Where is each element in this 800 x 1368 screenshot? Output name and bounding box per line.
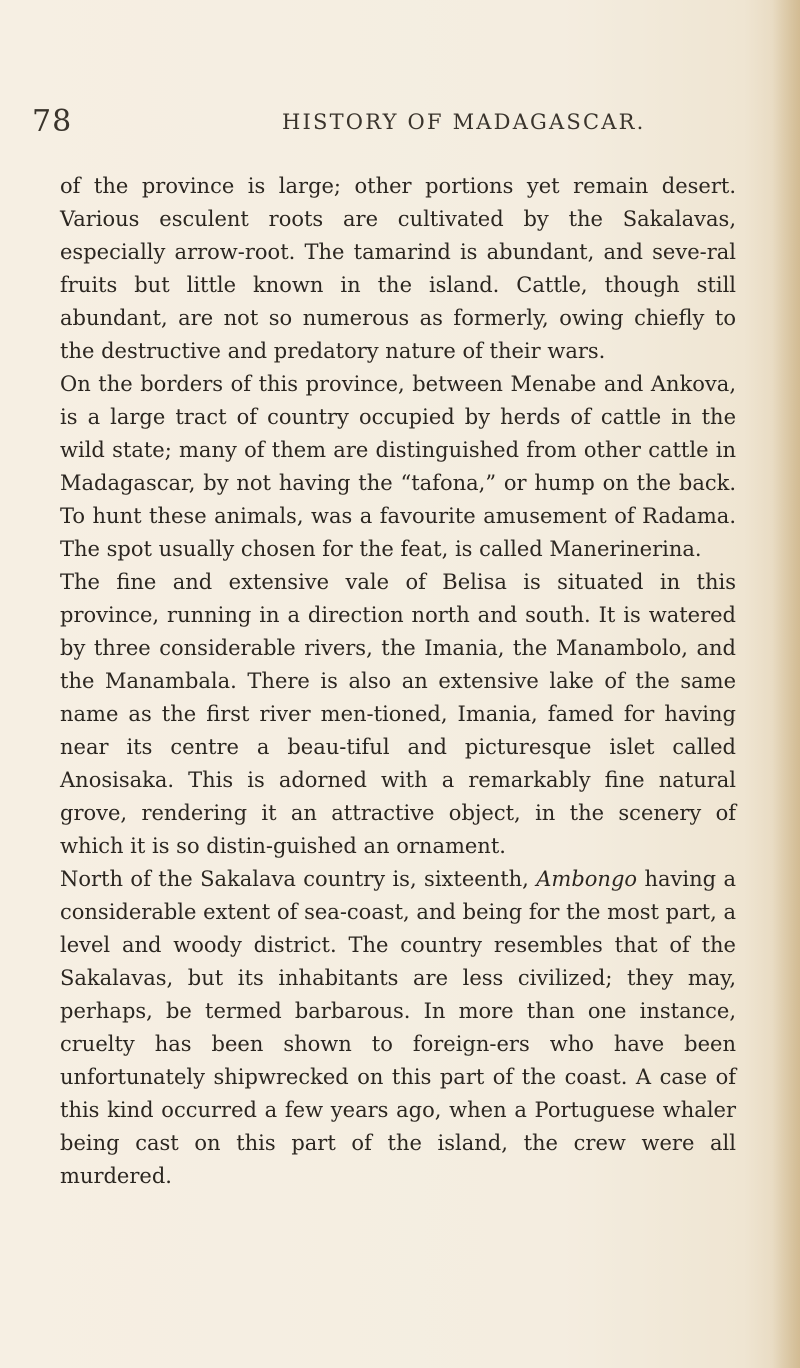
paragraph-4-before: North of the Sakalava country is, sixteenth, (60, 867, 537, 891)
place-name-ambongo: Ambongo (536, 867, 638, 891)
paragraph-4-after: having a considerable extent of sea-coast, and being for the most part, a level and woody district. The country resembles that of the Sakalavas, but its inhabitants are less civilized; they may, perhaps, be termed barbarous. In more than one instance, cruelty has been shown to foreign-ers who have been unfortunately shipwrecked on this part of the coast. A case of this kind occurred a few years ago, when a Portuguese whaler being cast on this part of the island, the crew were all murdered. (60, 867, 736, 1188)
page-header (0, 104, 800, 144)
page-number: 78 (32, 104, 73, 139)
paragraph-4 (60, 863, 736, 1193)
paragraph-2: On the borders of this province, between Menabe and Ankova, is a large tract of country occupied by herds of cattle in the wild state; many of them are distinguished from other cattle in Madagascar, by not having the “tafona,” or hump on the back. To hunt these animals, was a favourite amusement of Radama. The spot usually chosen for the feat, is called Manerinerina. (60, 372, 736, 561)
body-text (60, 170, 736, 1193)
running-head: HISTORY OF MADAGASCAR. (282, 110, 646, 134)
paragraph-1: of the province is large; other portions yet remain desert. Various esculent roots are cultivated by the Sakalavas, especially arrow-root. The tamarind is abundant, and seve-ral fruits but little known in the island. Cattle, though still abundant, are not so numerous as formerly, owing chiefly to the destructive and predatory nature of their wars. (60, 174, 736, 363)
page-edge-shadow (772, 0, 800, 1368)
paragraph-3: The fine and extensive vale of Belisa is situated in this province, running in a direction north and south. It is watered by three considerable rivers, the Imania, the Manambolo, and the Manambala. There is also an extensive lake of the same name as the first river men-tioned, Imania, famed for having near its centre a beau-tiful and picturesque islet called Anosisaka. This is adorned with a remarkably fine natural grove, rendering it an attractive object, in the scenery of which it is so distin-guished an ornament. (60, 570, 736, 858)
